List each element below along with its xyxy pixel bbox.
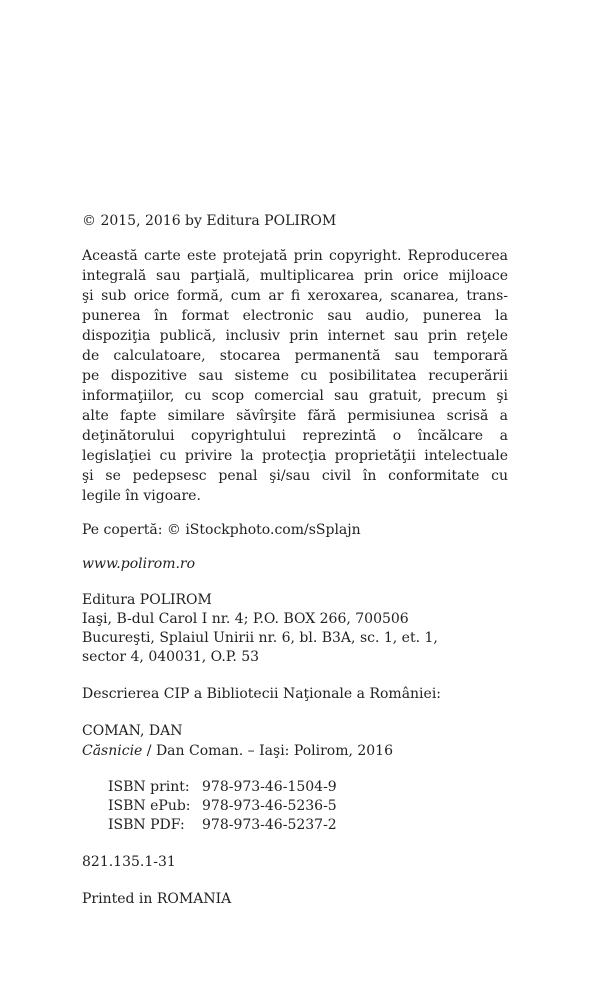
isbn-label: ISBN print:	[108, 779, 190, 795]
cip-title-line	[82, 741, 508, 761]
legal-line: integrală sau parţială, multiplicarea prin orice mijloace	[82, 268, 508, 284]
legal-line: punerea în format electronic sau audio, punerea la	[82, 308, 508, 324]
isbn-value: 978-973-46-5237-2	[202, 817, 337, 833]
legal-line: de calculatoare, stocarea permanentă sau temporară	[82, 348, 508, 364]
publisher-address-sector: sector 4, 040031, O.P. 53	[82, 649, 260, 665]
isbn-value: 978-973-46-5236-5	[202, 798, 337, 814]
legal-line: şi se pedepsesc penal şi/sau civil în conformitate cu	[82, 468, 508, 484]
isbn-row-pdf	[108, 816, 508, 835]
legal-line: pe dispozitive sau sisteme cu posibilitatea recuperării	[82, 368, 508, 384]
cip-heading: Descrierea CIP a Bibliotecii Naţionale a României:	[82, 686, 442, 702]
printed-in: Printed in ROMANIA	[82, 891, 232, 907]
legal-line: deţinătorului copyrightului reprezintă o încălcare a	[82, 428, 508, 444]
legal-line: Această carte este protejată prin copyright. Reproducerea	[82, 248, 508, 264]
cip-book-details: / Dan Coman. – Iaşi: Polirom, 2016	[142, 743, 393, 759]
publisher-name: Editura POLIROM	[82, 592, 212, 608]
isbn-list	[108, 778, 508, 835]
legal-line: legislaţiei cu privire la protecţia proprietăţii intelectuale	[82, 448, 508, 464]
legal-line: dispoziţia publică, inclusiv prin internet sau prin reţele	[82, 328, 508, 344]
publisher-address-iasi: Iaşi, B-dul Carol I nr. 4; P.O. BOX 266, 700506	[82, 611, 409, 627]
legal-line: informaţiilor, cu scop comercial sau gratuit, precum şi	[82, 388, 508, 404]
publisher-info	[82, 591, 508, 667]
cover-credit: Pe copertă: © iStockphoto.com/sSplajn	[82, 522, 361, 538]
isbn-row-print	[108, 778, 508, 797]
isbn-value: 978-973-46-1504-9	[202, 779, 337, 795]
legal-line: alte fapte similare săvîrşite fără permisiunea scrisă a	[82, 408, 508, 424]
legal-line: legile în vigoare.	[82, 488, 201, 504]
cip-author: COMAN, DAN	[82, 723, 183, 739]
website-link: www.polirom.ro	[82, 556, 196, 572]
copyright-notice: © 2015, 2016 by Editura POLIROM	[82, 213, 337, 229]
legal-notice	[82, 246, 508, 506]
legal-line: şi sub orice formă, cum ar fi xeroxarea, scanarea, trans-	[82, 288, 508, 304]
isbn-label: ISBN PDF:	[108, 817, 185, 833]
classification-code: 821.135.1-31	[82, 854, 176, 870]
copyright-page	[82, 211, 508, 909]
isbn-label: ISBN ePub:	[108, 798, 191, 814]
cip-book-title: Căsnicie	[82, 743, 143, 759]
isbn-row-epub	[108, 797, 508, 816]
publisher-address-bucuresti: Bucureşti, Splaiul Unirii nr. 6, bl. B3A, sc. 1, et. 1,	[82, 630, 438, 646]
